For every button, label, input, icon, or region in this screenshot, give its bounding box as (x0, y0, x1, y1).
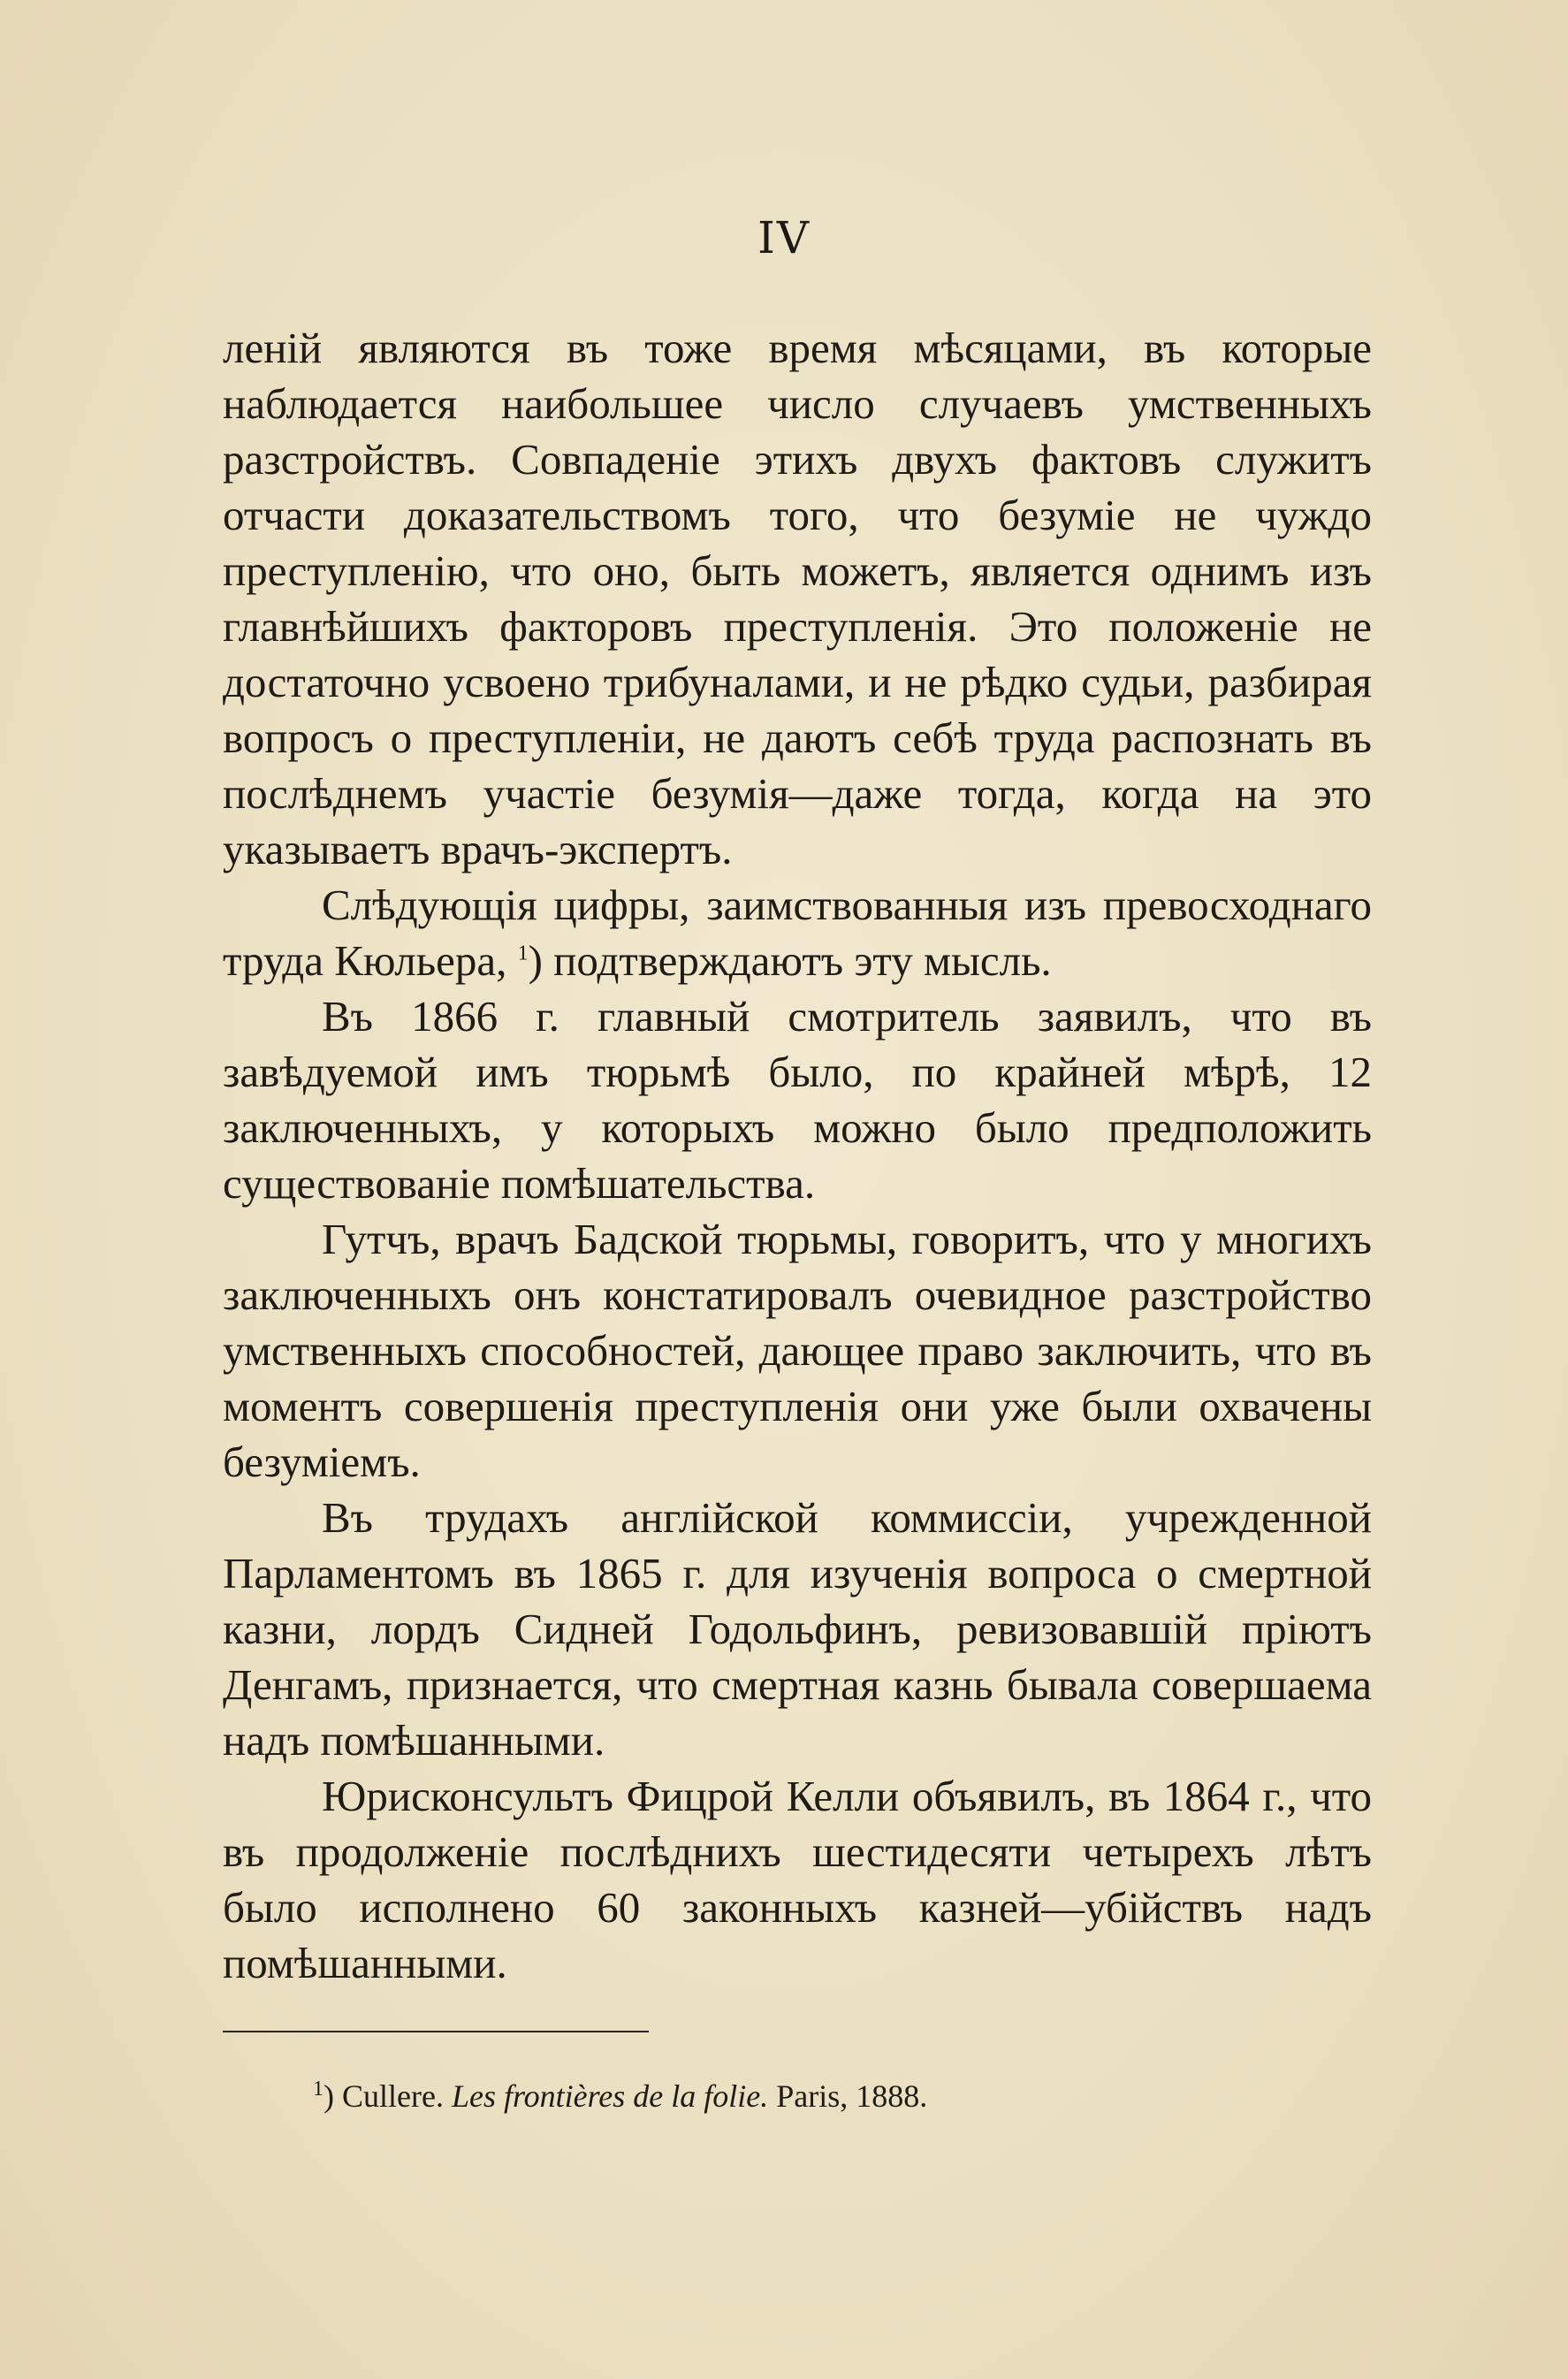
footnote-paren: ) (323, 2078, 334, 2114)
paragraph-3: Въ 1866 г. главный смотритель заявилъ, что въ завѣдуемой имъ тюрьмѣ было, по крайней мѣрѣ, 12 заключенныхъ, у которыхъ можно было предположить существованіе помѣшательства. (223, 992, 1372, 1208)
paragraph-2-text-after: ) подтверждаютъ эту мысль. (528, 936, 1052, 985)
footnote-mark: 1 (313, 2078, 323, 2101)
footnote-title: Les frontières de la folie. (451, 2078, 769, 2114)
footnote (313, 2078, 927, 2115)
paragraph-1: леній являются въ тоже время мѣсяцами, въ которые наблюдается наибольшее число случаевъ умственныхъ разстройствъ. Совпаденіе этихъ двухъ фактовъ служитъ отчасти доказательствомъ того, что безуміе не чуждо преступленію, что оно, быть можетъ, является однимъ изъ главнѣйшихъ факторовъ преступленія. Это положеніе не достаточно усвоено трибуналами, и не рѣдко судьи, разбирая вопросъ о преступленіи, не даютъ себѣ труда распознать въ послѣднемъ участіе безумія—даже тогда, когда на это указываетъ врачъ-экспертъ. (223, 324, 1372, 873)
paragraph-2-text-before: Слѣдующія цифры, заимствованныя изъ превосходнаго труда Кюльера, (223, 881, 1372, 985)
paragraph-2 (223, 877, 1372, 988)
body-text (223, 320, 1372, 1991)
footnote-separator-rule (223, 2030, 656, 2033)
page-number: IV (757, 212, 811, 263)
paragraph-4: Гутчъ, врачъ Бадской тюрьмы, говоритъ, что у многихъ заключенныхъ онъ констатировалъ очевидное разстройство умственныхъ способностей, дающее право заключить, что въ моментъ совершенія преступленія они уже были охвачены безуміемъ. (223, 1215, 1372, 1486)
footnote-place-year: Paris, 1888. (776, 2078, 928, 2114)
paragraph-5: Въ трудахъ англійской коммиссіи, учрежденной Парламентомъ въ 1865 г. для изученія вопроса о смертной казни, лордъ Сидней Годольфинъ, ревизовавшій пріютъ Денгамъ, признается, что смертная казнь бывала совершаема надъ помѣшанными. (223, 1493, 1372, 1765)
footnote-reference-mark: 1 (517, 942, 529, 965)
paragraph-6: Юрисконсультъ Фицрой Келли объявилъ, въ 1864 г., что въ продолженіе послѣднихъ шестидесяти четырехъ лѣтъ было исполнено 60 законныхъ казней—убійствъ надъ помѣшанными. (223, 1772, 1372, 1987)
footnote-author: Cullere. (342, 2078, 444, 2114)
